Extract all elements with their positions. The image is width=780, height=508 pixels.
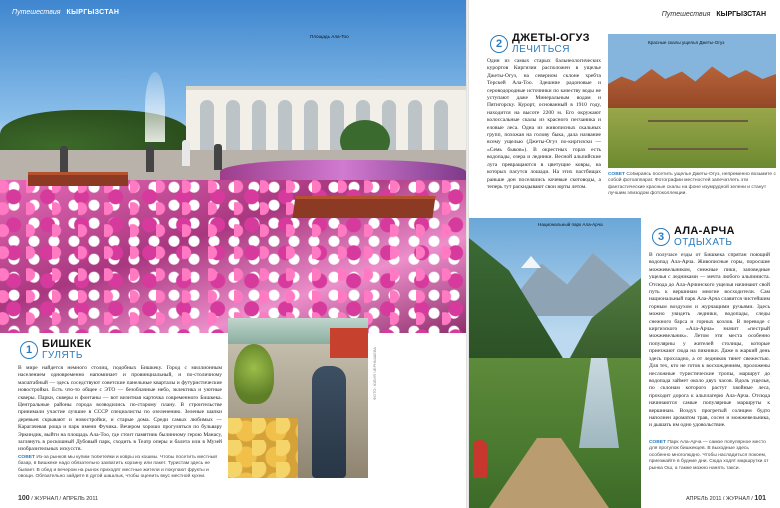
section-title: БИШКЕК — [42, 338, 92, 350]
section-title: ДЖЕТЫ-ОГУЗ — [512, 32, 590, 44]
section-number: 1 — [20, 341, 38, 359]
photo-caption: Площадь Ала-Тоо — [310, 34, 349, 39]
photo-caption: Национальный парк Ала-Арча — [538, 222, 603, 227]
article-body: Один из самых старых бальнеологических курортов Киргизии расположен в ущелье Джеты-Огуз, на северном склоне хребта Терскей Ала-Тоо. Здешние радоновые и сероводородные источники по качеству воды не уступают даже Минеральным водам и Пятигорску. Курорт, основанный в 1910 году, находится на высоте 2200 м. Его окружают колоссальные скалы из красного песчаника и еловые леса. Одна из живописных скальных групп, похожая на голову быка, дала название всему ущелью (Джеты-Огуз по-киргизски — «Семь быков»). В окрестных горах есть водопады, озера и ледники. Весной альпийские луга превращаются в цветущие ковры, на которых пасутся лошади. На этих пастбищах раньше дон поселялись кочевые скотоводы, а теперь тут раскидывают свои юрты летом. — [487, 58, 601, 190]
section-subtitle: ГУЛЯТЬ — [42, 350, 83, 361]
government-building — [186, 86, 466, 154]
folio-right: АПРЕЛЬ 2011 / ЖУРНАЛ / 101 — [685, 495, 766, 502]
section-number: 2 — [490, 35, 508, 53]
article-body: В мире найдется немного столиц, подобных Бишкеку. Город с миллионным населением одновременно напоминает и провинциальный, и по-столичному масштабный — здесь соседствуют советские панельные кварталы и футуристические новостройки. Есть что-то общее с ЭТО — безоблачные небо, эклектика и уютные скверы. Парки, скверы и фонтаны — вот визитная карточка современного Бишкека. Центральные районы города возводились по-старому плану. В строительстве принимали участие лучшие в СССР специалисты по озеленению. Зеленые шапки деревьев скрывают и новостройки, и старые дома. Среди самых любимых — Карагачевая роща и парк имени Фучика. Вечером хорошо прогуляться по бульвару Эркиндик, выйти на площадь Ала-Тоо, где стоит памятник былинному герою Манасу, заглянуть в роскошный Дубовый парк, сходить в Театр оперы и балета или в Музей изобразительных искусств. — [18, 365, 222, 453]
jety-oguz-photo — [608, 34, 776, 168]
market-photo — [228, 318, 368, 478]
folio-left: 100 / ЖУРНАЛ / АПРЕЛЬ 2011 — [18, 495, 99, 502]
bench — [292, 196, 435, 218]
photo-credit: ФОТО: ЮЛИЯ ЧЕРНЫШЕВА — [372, 346, 377, 400]
advice-box: СОВЕТ Из-за рынков мы купим тюбетейки и ковры из кошмы. Чтобы посетить местный базар, в Бишкеке надо обязательно захватить корзину или пакет. Туристам здесь не бывает. В обед и вечером на рынок приходят местные жители и покупают фрукты и овощи. Обязательно зайдите в дугой шашлык, чтобы оценить вкус местной кухни. — [18, 455, 217, 480]
ala-archa-photo — [469, 218, 641, 508]
ala-too-square-photo — [0, 0, 466, 333]
section-number: 3 — [652, 228, 670, 246]
bench — [28, 172, 128, 186]
section-subtitle: ОТДЫХАТЬ — [674, 237, 733, 248]
page-header: Путешествия КЫРГЫЗСТАН — [12, 9, 120, 16]
article-body: В получасе езды от Бишкека спрятан поющий водопад Ала-Арча. Живописные горы, поросшие можжевельником, снежные пики, заповедные ущелья с ледниками — мечта любого альпиниста. Отсюда до Ала-Арчинского ущелья начинают свой путь к вершинам многие восходители. Сам национальный парк Ала-Арча славится чистейшим горным воздухом и журчащими ручьями. Здесь можно увидеть ледники, водопады, следы снежного барса и горных козлов. В переводе с киргизского «Ала-Арча» значит «пестрый можжевельник». Летом эти места особенно популярны у жителей столицы, которые приезжают сюда на пикники. Даже в жаркий день здесь прохладно, а от ледников тянет свежестью. Для тех, кто не готов к восхождениям, проложены несложные туристические тропы, маршрут до водопада займет около двух часов. Вдоль ущелья, по склонам которого растут хвойные леса, проходит дорога к альплагерю Ала-Арча. Отсюда начинаются самые популярные маршруты к вершинам. Воздух прогретый солнцем будто наполнен ароматом трав, сосен и можжевельника, и дышать им одно удовольствие. — [649, 252, 770, 429]
advice-box: СОВЕТ Собираясь посетить ущелье Джеты-Огуз, непременно возьмите с собой фотоаппарат. Фотографии местностей запечатлеть эти фантастические красные скалы на фоне изумрудной зелени и станут лучшим эпизодом фотоколлекции. — [608, 172, 776, 197]
section-title: АЛА-АРЧА — [674, 225, 735, 237]
advice-box: СОВЕТ Парк Ала-Арча — самое популярное место для прогулок бишкекцев. В выходные здесь особенно многолюдно. Чтобы насладиться покоем, приезжайте в будние дни. Сюда ходят маршрутки от рынка Ош, а также можно нанять такси. — [649, 440, 769, 471]
page-header: Путешествия КЫРГЫЗСТАН — [661, 11, 766, 18]
photo-caption: Красные скалы ущелья Джеты-Огуз — [648, 40, 725, 45]
section-subtitle: ЛЕЧИТЬСЯ — [512, 44, 570, 55]
